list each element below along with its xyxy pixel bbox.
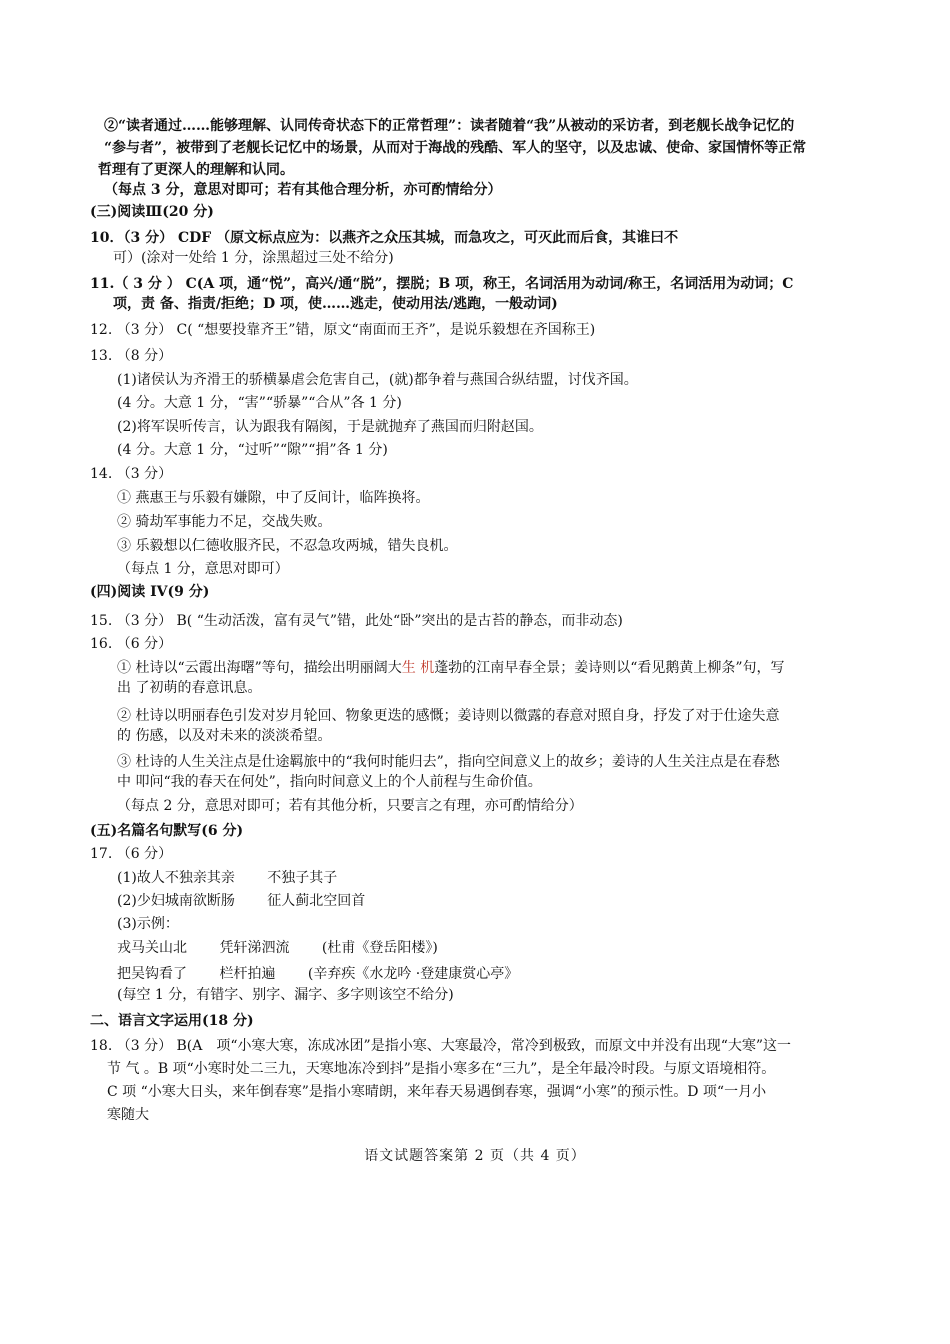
answer-point: ③ 乐毅想以仁德收服齐民，不忍急攻两城，错失良机。 bbox=[117, 538, 458, 554]
answer-line: 项，责 备、指责/拒绝；D 项，使……逃走，使动用法/逃跑，一般动词) bbox=[113, 296, 558, 312]
answer-line: (3)示例： bbox=[117, 916, 179, 932]
highlighted-text: 生 机 bbox=[401, 660, 435, 676]
answer-line: (2)将军误听传言，认为跟我有隔阂，于是就抛弃了燕国而归附赵国。 bbox=[117, 419, 543, 435]
answer-point: ② 骑劫军事能力不足，交战失败。 bbox=[117, 514, 332, 530]
page-footer: 语文试题答案第 2 页（共 4 页） bbox=[364, 1148, 586, 1164]
answer-point bbox=[117, 658, 785, 678]
scoring-note: (4 分。大意 1 分，“过听”“隙”“捐”各 1 分) bbox=[117, 442, 388, 458]
answer-point: ① 燕惠王与乐毅有嫌隙，中了反间计，临阵换将。 bbox=[117, 490, 430, 506]
answer-line: C 项 “小寒大日头，来年倒春寒”是指小寒晴朗，来年春天易遇倒春寒，强调“小寒”的预示性。D 项“一月小 bbox=[107, 1084, 767, 1100]
answer-point: 中 叩问“我的春天在何处”，指向时间意义上的个人前程与生命价值。 bbox=[117, 774, 542, 790]
answer-line: ②“读者通过……能够理解、认同传奇状态下的正常哲理”：读者随着“我”从被动的采访者，到老舰长战争记忆的 bbox=[104, 118, 795, 134]
answer-point: ② 杜诗以明丽春色引发对岁月轮回、物象更迭的感慨；姜诗则以微露的春意对照自身，抒发了对于仕途失意 bbox=[117, 708, 780, 724]
answer-line: 12. （3 分） C( “想要投靠齐王”错，原文“南面而王齐”，是说乐毅想在齐国称王) bbox=[90, 322, 596, 338]
scoring-note: (4 分。大意 1 分，“害”“骄暴”“合从”各 1 分) bbox=[117, 395, 402, 411]
question-number: 16. （6 分） bbox=[90, 636, 173, 652]
section-heading: 二、语言文字运用(18 分) bbox=[90, 1013, 254, 1029]
answer-line: 15. （3 分） B( “生动活泼，富有灵气”错，此处“卧”突出的是古苔的静态，而非动态) bbox=[90, 613, 623, 629]
answer-line: “参与者”，被带到了老舰长记忆中的场景，从而对于海战的残酷、军人的坚守，以及忠诚、使命、家国情怀等正常 bbox=[104, 140, 807, 156]
answer-line: 10．（3 分） CDF （原文标点应为：以燕齐之众压其城，而急攻之，可灭此而后食，其谁曰不 bbox=[90, 230, 679, 246]
section-heading: (三)阅读Ⅲ(20 分) bbox=[90, 204, 214, 220]
question-number: 13. （8 分） bbox=[90, 348, 173, 364]
section-heading: (四)阅读 IV(9 分) bbox=[90, 584, 210, 600]
scoring-note: （每点 1 分，意思对即可） bbox=[117, 561, 289, 577]
answer-point: 出 了初萌的春意讯息。 bbox=[117, 680, 262, 696]
scoring-note: （每点 3 分，意思对即可；若有其他合理分析，亦可酌情给分） bbox=[104, 182, 502, 198]
answer-line: 哲理有了更深人的理解和认同。 bbox=[98, 162, 294, 178]
answer-line: 寒随大 bbox=[107, 1107, 149, 1123]
answer-line: 节 气 。B 项“小寒时处二三九，天寒地冻冷到抖”是指小寒多在“三九”，是全年最冷时段。与原文语境相符。 bbox=[107, 1061, 776, 1077]
section-heading: (五)名篇名句默写(6 分) bbox=[90, 823, 244, 839]
answer-line: (1)故人不独亲其亲 不独子其子 bbox=[117, 870, 338, 886]
text-segment: ① 杜诗以“云霞出海曙”等句，描绘出明丽阔大 bbox=[117, 660, 402, 676]
answer-line: (1)诸侯认为齐滑王的骄横暴虐会危害自己，(就)都争着与燕国合纵结盟，讨伐齐国。 bbox=[117, 372, 638, 388]
text-segment: 蓬勃的江南早春全景；姜诗则以“看见鹅黄上柳条”句，写 bbox=[434, 660, 785, 676]
answer-line: 戎马关山北 凭轩涕泗流 (杜甫《登岳阳楼》) bbox=[117, 940, 438, 956]
question-number: 17. （6 分） bbox=[90, 846, 173, 862]
answer-point: ③ 杜诗的人生关注点是仕途羁旅中的“我何时能归去”，指向空间意义上的故乡；姜诗的人生关注点是在春愁 bbox=[117, 754, 780, 770]
answer-line: (2)少妇城南欲断肠 征人蓟北空回首 bbox=[117, 893, 366, 909]
question-number: 14. （3 分） bbox=[90, 466, 173, 482]
answer-line: 18. （3 分） B(A 项“小寒大寒，冻成冰团”是指小寒、大寒最冷，常冷到极致，而原文中并没有出现“大寒”这一 bbox=[90, 1038, 792, 1054]
scoring-note: (每空 1 分，有错字、别字、漏字、多字则该空不给分) bbox=[117, 987, 454, 1003]
scoring-note: （每点 2 分，意思对即可；若有其他分析，只要言之有理，亦可酌情给分） bbox=[117, 798, 583, 814]
answer-line: 11.（ 3 分 ） C(A 项，通“悦”，高兴/通“脱”，摆脱；B 项，称王，名词活用为动词/称王，名词活用为动词；C bbox=[90, 276, 794, 292]
answer-point: 的 伤感，以及对未来的淡淡希望。 bbox=[117, 728, 332, 744]
answer-line: 可）(涂对一处给 1 分，涂黑超过三处不给分) bbox=[113, 250, 394, 266]
answer-line: 把吴钩看了 栏杆拍遍 (辛弃疾《水龙吟 ·登建康赏心亭》 bbox=[117, 966, 519, 982]
